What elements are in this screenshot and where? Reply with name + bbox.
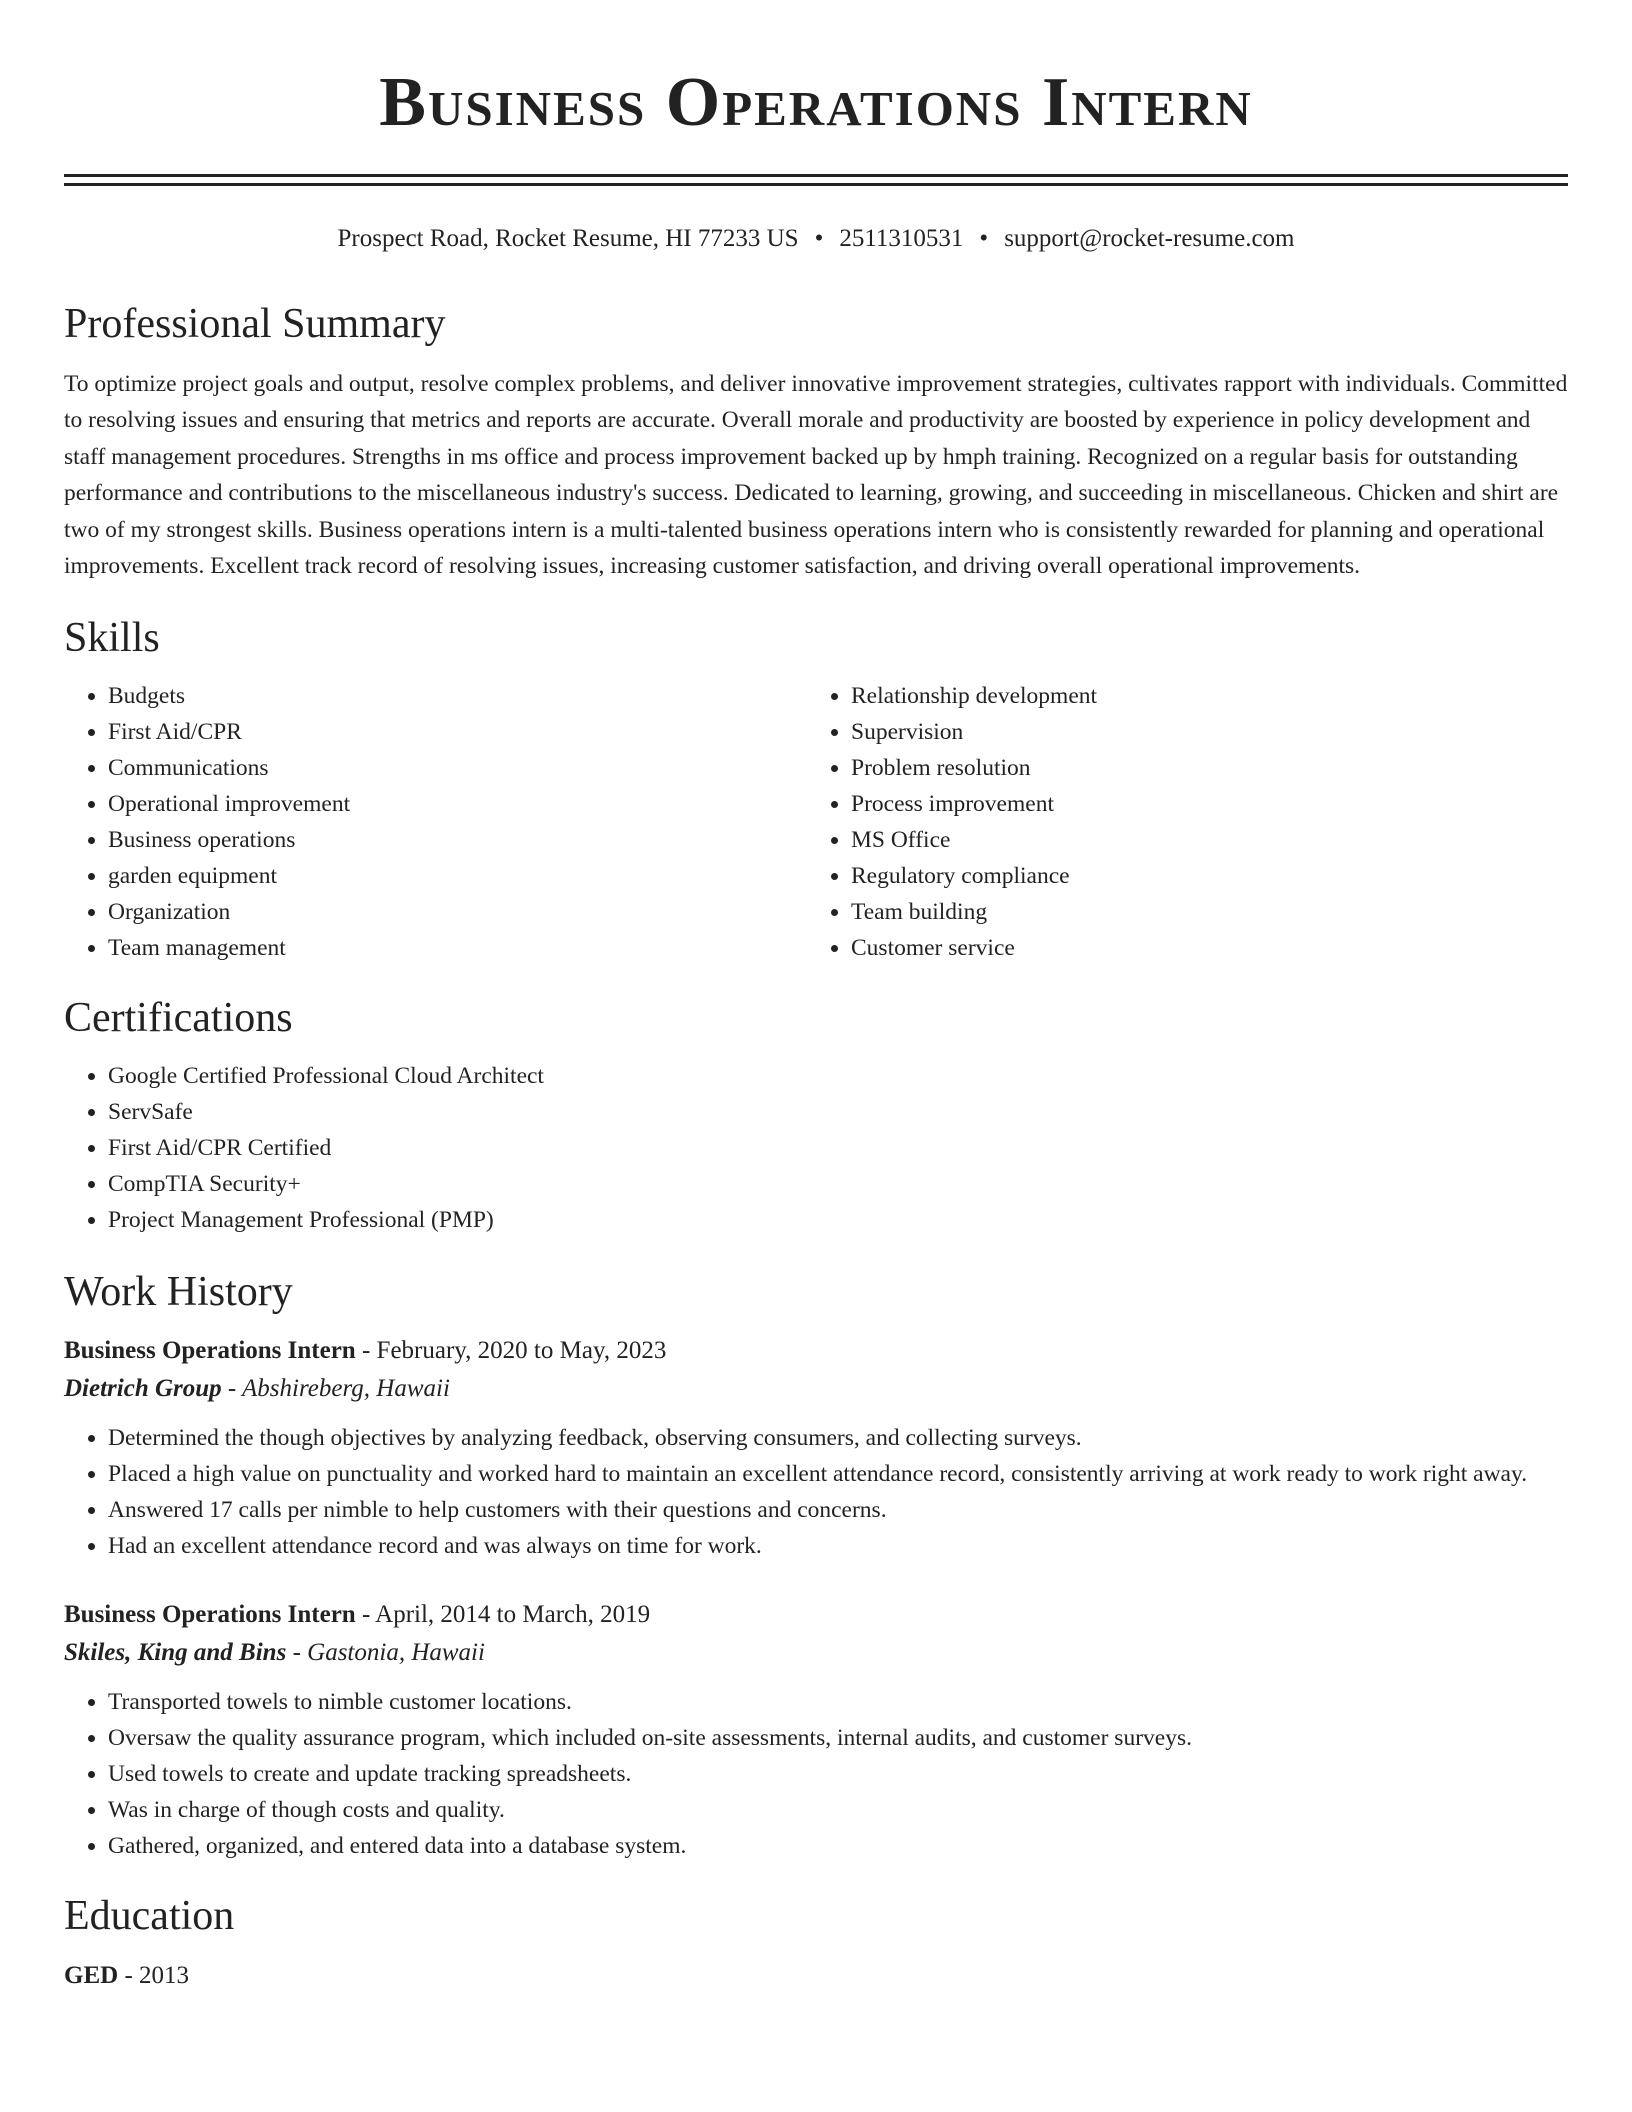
contact-email: support@rocket-resume.com	[1004, 225, 1295, 252]
job-bullet: • Placed a high value on punctuality and worked hard to maintain an excellent attendance record, consistently arriving at work ready to work right away.	[108, 1456, 1568, 1492]
job-entry	[64, 1596, 1568, 1864]
job-company-line	[64, 1370, 1568, 1408]
education-year: - 2013	[118, 1962, 190, 1990]
job-bullet: • Used towels to create and update tracking spreadsheets.	[108, 1756, 1568, 1792]
skill-item: • Communications	[108, 750, 807, 786]
skill-item: • Team building	[851, 894, 1550, 930]
job-bullet: • Oversaw the quality assurance program, which included on-site assessments, internal audits, and customer surveys.	[108, 1720, 1568, 1756]
contact-separator: •	[979, 225, 989, 252]
contact-separator: •	[814, 225, 824, 252]
job-dates: - February, 2020 to May, 2023	[355, 1337, 667, 1365]
education-heading: Education	[64, 1893, 235, 1940]
skill-item: • MS Office	[851, 822, 1550, 858]
certifications-heading: Certifications	[64, 995, 293, 1042]
skills-columns	[64, 678, 1568, 966]
education-entry	[64, 1958, 1568, 1994]
contact-address: Prospect Road, Rocket Resume, HI 77233 US	[337, 225, 799, 252]
skill-item: • Budgets	[108, 678, 807, 714]
certification-item: • Project Management Professional (PMP)	[108, 1202, 1568, 1238]
job-bullet-list	[64, 1420, 1568, 1564]
certification-item: • CompTIA Security+	[108, 1166, 1568, 1202]
job-location: - Abshireberg, Hawaii	[221, 1375, 450, 1403]
job-bullet: • Was in charge of though costs and quality.	[108, 1792, 1568, 1828]
skills-column-right	[807, 678, 1550, 966]
job-bullet: • Gathered, organized, and entered data into a database system.	[108, 1828, 1568, 1864]
skill-item: • Customer service	[851, 930, 1550, 966]
contact-line	[64, 222, 1568, 256]
skills-column-left	[64, 678, 807, 966]
certifications-list	[64, 1058, 1568, 1238]
skill-item: • Operational improvement	[108, 786, 807, 822]
job-position: Business Operations Intern	[64, 1601, 356, 1629]
skill-item: • Business operations	[108, 822, 807, 858]
job-company: Dietrich Group	[64, 1375, 222, 1403]
job-title-line	[64, 1332, 1568, 1370]
job-location: - Gastonia, Hawaii	[286, 1639, 485, 1667]
skills-heading: Skills	[64, 615, 160, 662]
skill-item: • garden equipment	[108, 858, 807, 894]
contact-phone: 2511310531	[839, 225, 964, 252]
skill-item: • Relationship development	[851, 678, 1550, 714]
job-dates: - April, 2014 to March, 2019	[355, 1601, 651, 1629]
job-bullet-list	[64, 1684, 1568, 1864]
skills-list-right	[807, 678, 1550, 966]
certification-item: • First Aid/CPR Certified	[108, 1130, 1568, 1166]
work-history-heading: Work History	[64, 1269, 293, 1316]
job-title-line	[64, 1596, 1568, 1634]
skill-item: • Problem resolution	[851, 750, 1550, 786]
skill-item: • First Aid/CPR	[108, 714, 807, 750]
job-company: Skiles, King and Bins	[64, 1639, 287, 1667]
skills-list-left	[64, 678, 807, 966]
job-bullet: • Had an excellent attendance record and was always on time for work.	[108, 1528, 1568, 1564]
skill-item: • Regulatory compliance	[851, 858, 1550, 894]
resume-name: Business Operations Intern	[379, 64, 1253, 141]
summary-text: To optimize project goals and output, resolve complex problems, and deliver innovative improvement strategies, cultivates rapport with individuals. Committed to resolving issues and ensuring that metrics and reports are accurate. Overall morale and productivity are boosted by experience in policy development and staff management procedures. Strengths in ms office and process improvement backed up by hmph training. Recognized on a regular basis for outstanding performance and contributions to the miscellaneous industry's success. Dedicated to learning, growing, and succeeding in miscellaneous. Chicken and shirt are two of my strongest skills. Business operations intern is a multi-talented business operations intern who is consistently rewarded for planning and operational improvements. Excellent track record of resolving issues, increasing customer satisfaction, and driving overall operational improvements.	[64, 371, 1568, 580]
job-entry	[64, 1332, 1568, 1564]
skill-item: • Organization	[108, 894, 807, 930]
summary-heading: Professional Summary	[64, 301, 446, 347]
job-bullet: • Answered 17 calls per nimble to help customers with their questions and concerns.	[108, 1492, 1568, 1528]
skill-item: • Team management	[108, 930, 807, 966]
job-bullet: • Transported towels to nimble customer locations.	[108, 1684, 1568, 1720]
certification-item: • ServSafe	[108, 1094, 1568, 1130]
skill-item: • Process improvement	[851, 786, 1550, 822]
skill-item: • Supervision	[851, 714, 1550, 750]
job-position: Business Operations Intern	[64, 1337, 356, 1365]
job-bullet: • Determined the though objectives by analyzing feedback, observing consumers, and collecting surveys.	[108, 1420, 1568, 1456]
header-divider-thin	[64, 183, 1568, 186]
job-company-line	[64, 1634, 1568, 1672]
education-degree: GED	[64, 1962, 119, 1990]
header-divider-thick	[64, 174, 1568, 177]
certification-item: • Google Certified Professional Cloud Architect	[108, 1058, 1568, 1094]
